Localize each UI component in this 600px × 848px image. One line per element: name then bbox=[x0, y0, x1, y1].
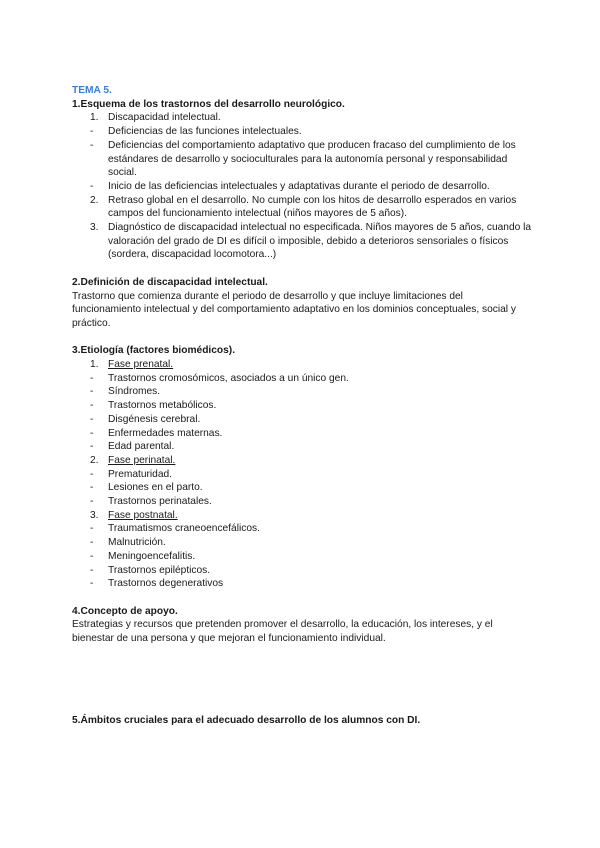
phase-heading: Fase prenatal. bbox=[108, 359, 174, 371]
phase-heading: Fase perinatal. bbox=[108, 454, 176, 466]
list-item-text: Deficiencias de las funciones intelectuales. bbox=[108, 126, 302, 138]
section-3-title: 3.Etiología (factores biomédicos). bbox=[72, 345, 236, 357]
list-item-text: Lesiones en el parto. bbox=[108, 482, 203, 494]
list-marker: - bbox=[90, 496, 94, 508]
list-marker: 2. bbox=[90, 454, 99, 466]
list-item bbox=[72, 111, 532, 125]
list-item bbox=[72, 550, 532, 564]
list-item-text: Malnutrición. bbox=[108, 537, 166, 549]
list-item-text: Trastornos degenerativos bbox=[108, 578, 224, 590]
phase-heading: Fase postnatal. bbox=[108, 509, 178, 521]
list-item-text: Prematuridad. bbox=[108, 468, 172, 480]
list-item bbox=[72, 522, 532, 536]
list-item-text: Trastornos perinatales. bbox=[108, 496, 212, 508]
list-marker: - bbox=[90, 180, 94, 192]
list-item-text bbox=[108, 509, 532, 523]
list-item-text: Edad parental. bbox=[108, 441, 175, 453]
list-item-text: Inicio de las deficiencias intelectuales y adaptativas durante el periodo de desarrollo. bbox=[108, 180, 490, 192]
section-1-title: 1.Esquema de los trastornos del desarrollo neurológico. bbox=[72, 98, 345, 110]
list-marker: - bbox=[90, 427, 94, 439]
list-item-text: Retraso global en el desarrollo. No cumple con los hitos de desarrollo esperados en varios campos del funcionamiento intelectual (niños mayores de 5 años). bbox=[108, 194, 517, 220]
list-item bbox=[72, 427, 532, 441]
list-item bbox=[72, 194, 532, 221]
list-marker: 3. bbox=[90, 509, 99, 521]
list-item bbox=[72, 139, 532, 180]
list-marker: 2. bbox=[90, 194, 99, 206]
list-marker: - bbox=[90, 578, 94, 590]
list-item-text bbox=[108, 454, 532, 468]
list-marker: 1. bbox=[90, 112, 99, 124]
list-item-text: Disgénesis cerebral. bbox=[108, 413, 201, 425]
list-item bbox=[72, 358, 532, 372]
list-marker: - bbox=[90, 468, 94, 480]
list-marker: 3. bbox=[90, 222, 99, 234]
section-4-body: Estrategias y recursos que pretenden promover el desarrollo, la educación, los intereses, y el bienestar de una persona y que mejoran el funcionamiento individual. bbox=[72, 619, 493, 645]
list-marker: - bbox=[90, 550, 94, 562]
list-item bbox=[72, 509, 532, 523]
list-item-text bbox=[108, 358, 532, 372]
list-item-text: Deficiencias del comportamiento adaptativo que producen fracaso del cumplimiento de los estándares de desarrollo y socioculturales para la autonomía personal y responsabilidad social. bbox=[108, 139, 516, 179]
list-item bbox=[72, 454, 532, 468]
list-item bbox=[72, 413, 532, 427]
section-1-list bbox=[72, 111, 532, 262]
section-2-body: Trastorno que comienza durante el periodo de desarrollo y que incluye limitaciones del funcionamiento intelectual y del comportamiento adaptativo en los dominios conceptuales, social y práctico. bbox=[72, 290, 516, 329]
list-item bbox=[72, 495, 532, 509]
list-item bbox=[72, 180, 532, 194]
list-item-text: Trastornos cromosómicos, asociados a un único gen. bbox=[108, 372, 349, 384]
list-item bbox=[72, 577, 532, 591]
section-3-list bbox=[72, 358, 532, 591]
list-item-text: Traumatismos craneoencefálicos. bbox=[108, 523, 260, 535]
list-item bbox=[72, 564, 532, 578]
list-marker: - bbox=[90, 372, 94, 384]
list-item bbox=[72, 399, 532, 413]
section-4-title: 4.Concepto de apoyo. bbox=[72, 605, 178, 617]
section-5-title: 5.Ámbitos cruciales para el adecuado desarrollo de los alumnos con DI. bbox=[72, 714, 421, 726]
list-item bbox=[72, 468, 532, 482]
list-item-text: Trastornos epilépticos. bbox=[108, 564, 211, 576]
list-marker: - bbox=[90, 139, 94, 151]
section-2-title: 2.Definición de discapacidad intelectual. bbox=[72, 276, 268, 288]
list-item-text: Enfermedades maternas. bbox=[108, 427, 223, 439]
list-item-text: Síndromes. bbox=[108, 386, 161, 398]
list-marker: - bbox=[90, 523, 94, 535]
list-item bbox=[72, 385, 532, 399]
list-marker: - bbox=[90, 537, 94, 549]
document-page bbox=[72, 84, 532, 727]
list-item-text: Trastornos metabólicos. bbox=[108, 400, 217, 412]
list-marker: - bbox=[90, 482, 94, 494]
list-item bbox=[72, 536, 532, 550]
list-marker: - bbox=[90, 126, 94, 138]
list-marker: - bbox=[90, 441, 94, 453]
list-marker: - bbox=[90, 386, 94, 398]
list-item bbox=[72, 125, 532, 139]
list-item-text: Meningoencefalitis. bbox=[108, 550, 196, 562]
list-item bbox=[72, 481, 532, 495]
list-item-text: Discapacidad intelectual. bbox=[108, 112, 221, 124]
list-item bbox=[72, 372, 532, 386]
list-marker: - bbox=[90, 400, 94, 412]
list-item bbox=[72, 221, 532, 262]
list-marker: 1. bbox=[90, 359, 99, 371]
list-item-text: Diagnóstico de discapacidad intelectual no especificada. Niños mayores de 5 años, cuando la valoración del grado de DI es difícil o imposible, debido a deterioros sensoriales o físicos (sordera, discapacidad locomotora...) bbox=[108, 222, 532, 261]
list-marker: - bbox=[90, 564, 94, 576]
list-item bbox=[72, 440, 532, 454]
list-marker: - bbox=[90, 413, 94, 425]
topic-label: TEMA 5. bbox=[72, 85, 112, 96]
